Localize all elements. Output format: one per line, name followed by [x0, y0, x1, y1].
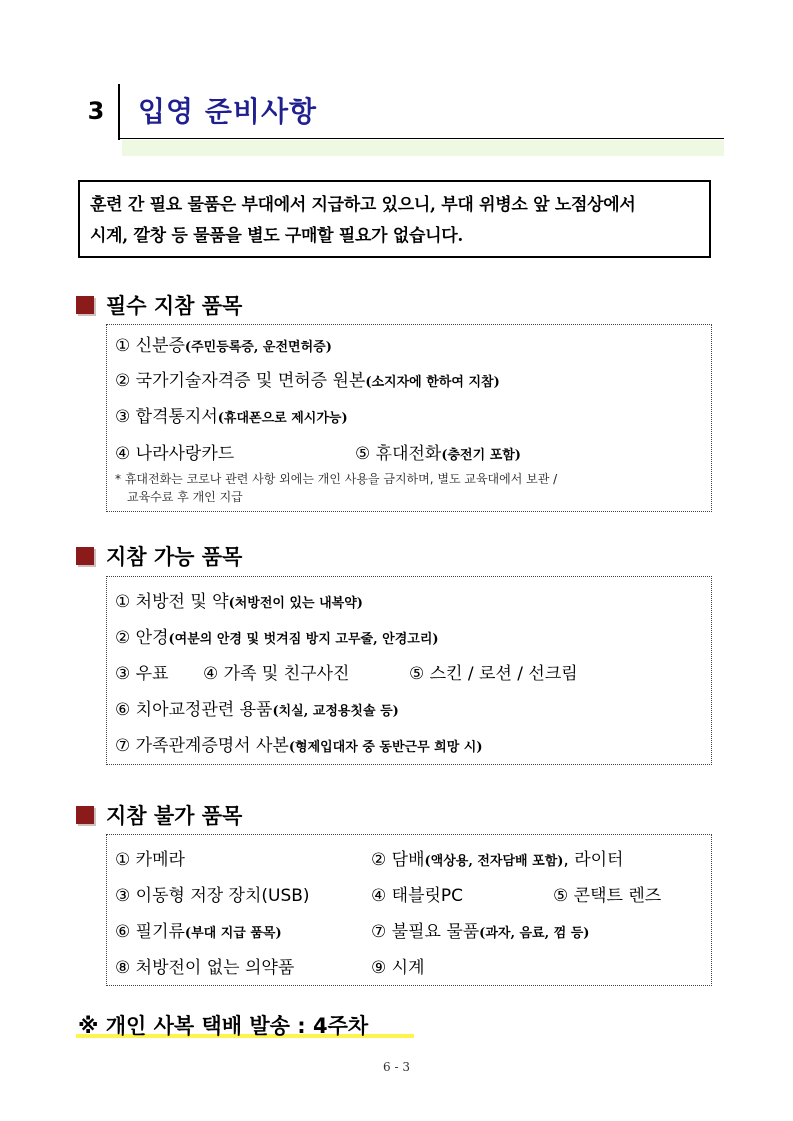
list-item: ① 처방전 및 약(처방전이 있는 내복약)	[115, 592, 363, 612]
notice-line-2: 시계, 깔창 등 물품을 별도 구매할 필요가 없습니다.	[90, 226, 464, 246]
section-divider	[118, 84, 120, 140]
list-item: ⑤ 스킨 / 로션 / 선크림	[409, 664, 578, 684]
list-item: ④ 가족 및 친구사진	[203, 664, 350, 684]
prohibited-list	[106, 834, 712, 986]
list-item: ⑤ 휴대전화(충전기 포함)	[355, 444, 521, 464]
list-item: ⑦ 가족관계증명서 사본(형제입대자 중 동반근무 희망 시)	[115, 736, 483, 756]
square-bullet-icon	[76, 806, 94, 824]
required-list	[106, 324, 712, 512]
allowed-heading	[76, 541, 242, 571]
section-title: 입영 준비사항	[138, 95, 318, 128]
required-note-2: 교육수료 후 개인 지급	[127, 490, 243, 504]
list-item: ⑥ 필기류(부대 지급 품목)	[115, 922, 282, 942]
footer-note: ※ 개인 사복 택배 발송 : 4주차	[78, 1014, 369, 1038]
list-item: ⑦ 불필요 물품(과자, 음료, 껌 등)	[371, 922, 590, 942]
list-item: ④ 태블릿PC	[371, 886, 464, 906]
list-item: ⑧ 처방전이 없는 의약품	[115, 958, 295, 978]
notice-line-1: 훈련 간 필요 물품은 부대에서 지급하고 있으니, 부대 위병소 앞 노점상에서	[90, 195, 636, 215]
square-bullet-icon	[76, 547, 94, 565]
required-heading	[76, 290, 242, 320]
list-item: ③ 이동형 저장 장치(USB)	[115, 886, 310, 906]
list-item: ② 담배(액상용, 전자담배 포함), 라이터	[371, 850, 624, 870]
section-band	[122, 140, 724, 156]
list-item: ① 신분증(주민등록증, 운전면허증)	[115, 336, 332, 356]
list-item: ⑨ 시계	[371, 958, 425, 978]
notice-box	[78, 180, 711, 258]
list-item: ⑤ 콘택트 렌즈	[553, 886, 662, 906]
allowed-list	[106, 576, 712, 765]
prohibited-heading	[76, 800, 242, 830]
allowed-heading-text: 지참 가능 품목	[106, 545, 243, 569]
prohibited-heading-text: 지참 불가 품목	[106, 804, 243, 828]
list-item: ③ 합격통지서(휴대폰으로 제시가능)	[115, 407, 348, 427]
page-number: 6 - 3	[383, 1060, 410, 1074]
square-bullet-icon	[76, 296, 94, 314]
list-item: ② 국가기술자격증 및 면허증 원본(소지자에 한하여 지참)	[115, 371, 500, 391]
list-item: ⑥ 치아교정관련 용품(치실, 교정용칫솔 등)	[115, 700, 399, 720]
required-heading-text: 필수 지참 품목	[106, 294, 243, 318]
section-number: 3	[87, 97, 105, 125]
section-underline	[120, 138, 724, 139]
required-note-1: * 휴대전화는 코로나 관련 사항 외에는 개인 사용을 금지하며, 별도 교육대에서 보관 /	[115, 472, 558, 486]
list-item: ③ 우표	[115, 664, 169, 684]
list-item: ② 안경(여분의 안경 및 벗겨짐 방지 고무줄, 안경고리)	[115, 628, 439, 648]
list-item: ④ 나라사랑카드	[115, 444, 235, 464]
list-item: ① 카메라	[115, 850, 185, 870]
